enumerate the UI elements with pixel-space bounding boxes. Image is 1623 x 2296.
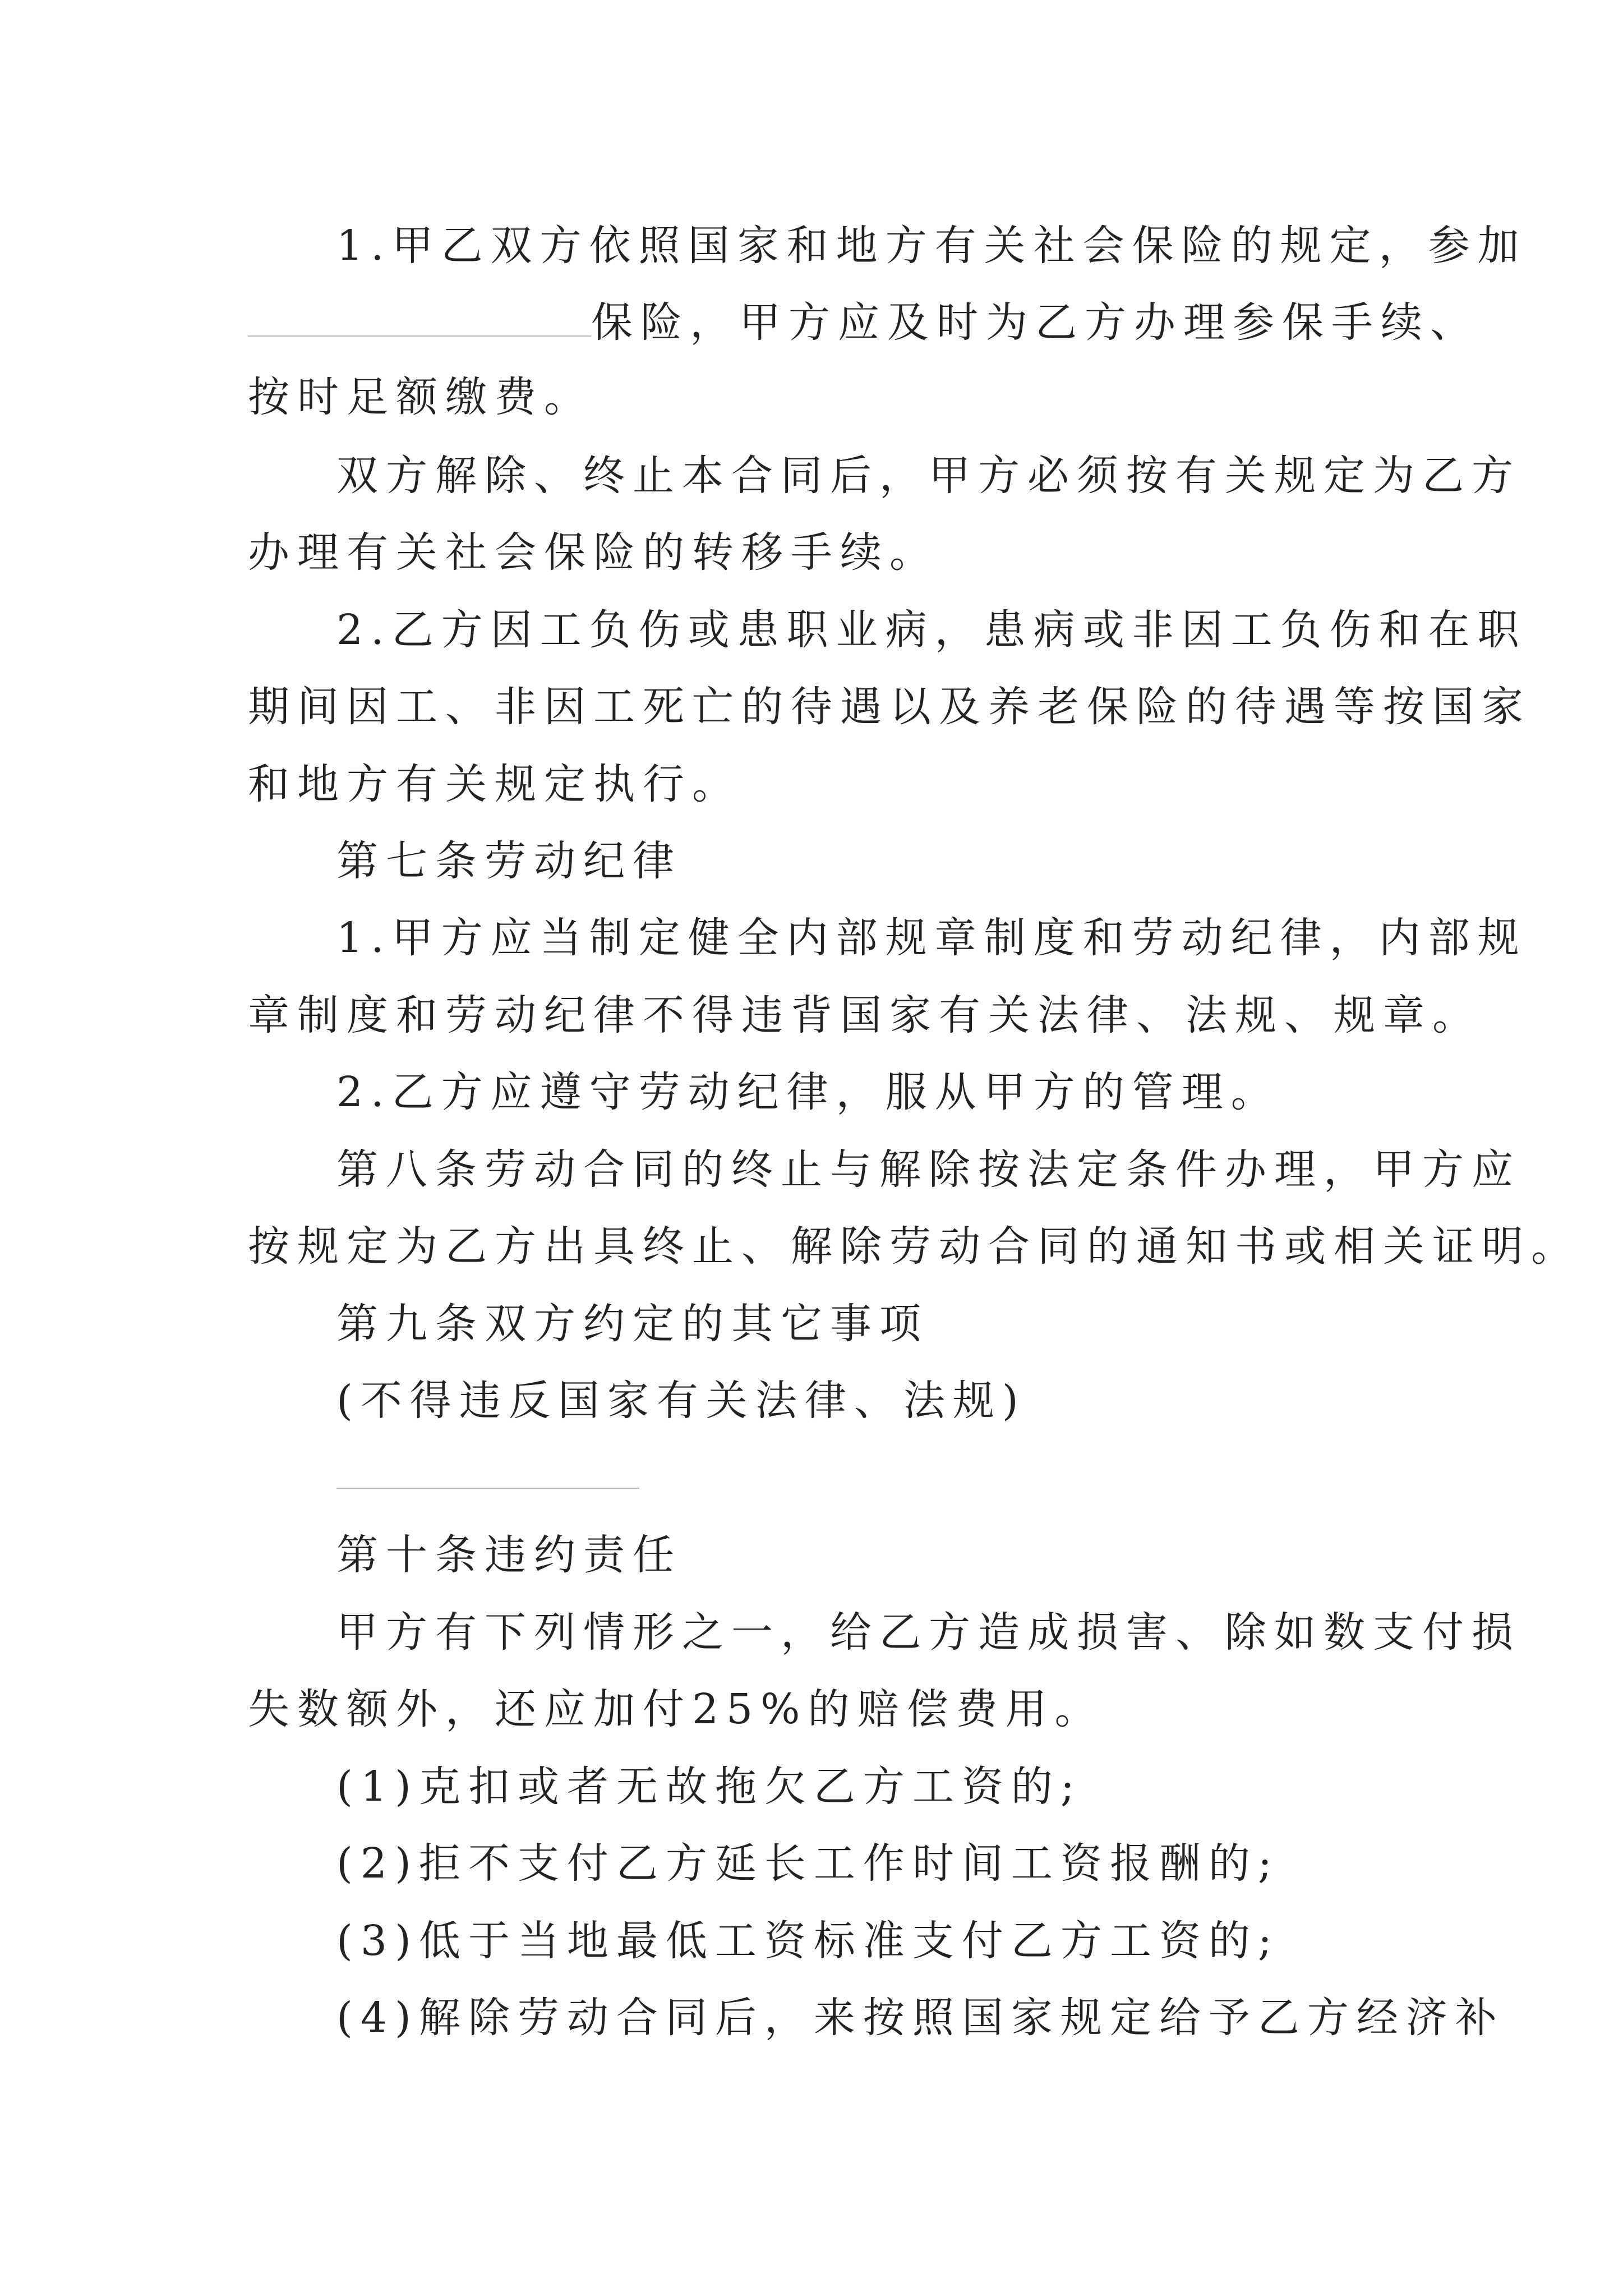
paragraph-line: 按规定为乙方出具终止、解除劳动合同的通知书或相关证明。 bbox=[248, 1222, 1580, 1271]
paragraph-line: (不得违反国家有关法律、法规) bbox=[336, 1377, 1026, 1425]
paragraph-line: 1.甲乙双方依照国家和地方有关社会保险的规定，参加 bbox=[336, 222, 1527, 270]
paragraph-line bbox=[248, 292, 1479, 353]
section-heading: 第七条劳动纪律 bbox=[336, 837, 682, 885]
paragraph-line: 期间因工、非因工死亡的待遇以及养老保险的待遇等按国家 bbox=[248, 683, 1531, 731]
fill-in-blank bbox=[248, 292, 591, 337]
section-heading: 第九条双方约定的其它事项 bbox=[336, 1300, 929, 1348]
list-item: (1)克扣或者无故拖欠乙方工资的; bbox=[336, 1763, 1082, 1811]
paragraph-line: 甲方有下列情形之一，给乙方造成损害、除如数支付损 bbox=[336, 1608, 1521, 1657]
paragraph-line: 办理有关社会保险的转移手续。 bbox=[248, 528, 939, 577]
paragraph-line: 2.乙方应遵守劳动纪律，服从甲方的管理。 bbox=[336, 1068, 1280, 1116]
fill-in-line bbox=[336, 1488, 639, 1489]
paragraph-line: 按时足额缴费。 bbox=[248, 373, 593, 421]
section-heading: 第十条违约责任 bbox=[336, 1531, 682, 1579]
paragraph-text: 保险，甲方应及时为乙方办理参保手续、 bbox=[591, 298, 1479, 347]
list-item: (4)解除劳动合同后，来按照国家规定给予乙方经济补 bbox=[336, 1994, 1505, 2042]
paragraph-line: 和地方有关规定执行。 bbox=[248, 760, 741, 808]
paragraph-line: 双方解除、终止本合同后，甲方必须按有关规定为乙方 bbox=[336, 452, 1521, 500]
paragraph-line: 失数额外，还应加付25%的赔偿费用。 bbox=[248, 1685, 1104, 1733]
list-item: (2)拒不支付乙方延长工作时间工资报酬的; bbox=[336, 1839, 1280, 1888]
paragraph-line: 第八条劳动合同的终止与解除按法定条件办理，甲方应 bbox=[336, 1145, 1521, 1194]
list-item: (3)低于当地最低工资标准支付乙方工资的; bbox=[336, 1917, 1280, 1965]
paragraph-line: 2.乙方因工负伤或患职业病，患病或非因工负伤和在职 bbox=[336, 606, 1527, 654]
paragraph-line: 章制度和劳动纪律不得违背国家有关法律、法规、规章。 bbox=[248, 991, 1482, 1039]
paragraph-line: 1.甲方应当制定健全内部规章制度和劳动纪律，内部规 bbox=[336, 914, 1527, 962]
